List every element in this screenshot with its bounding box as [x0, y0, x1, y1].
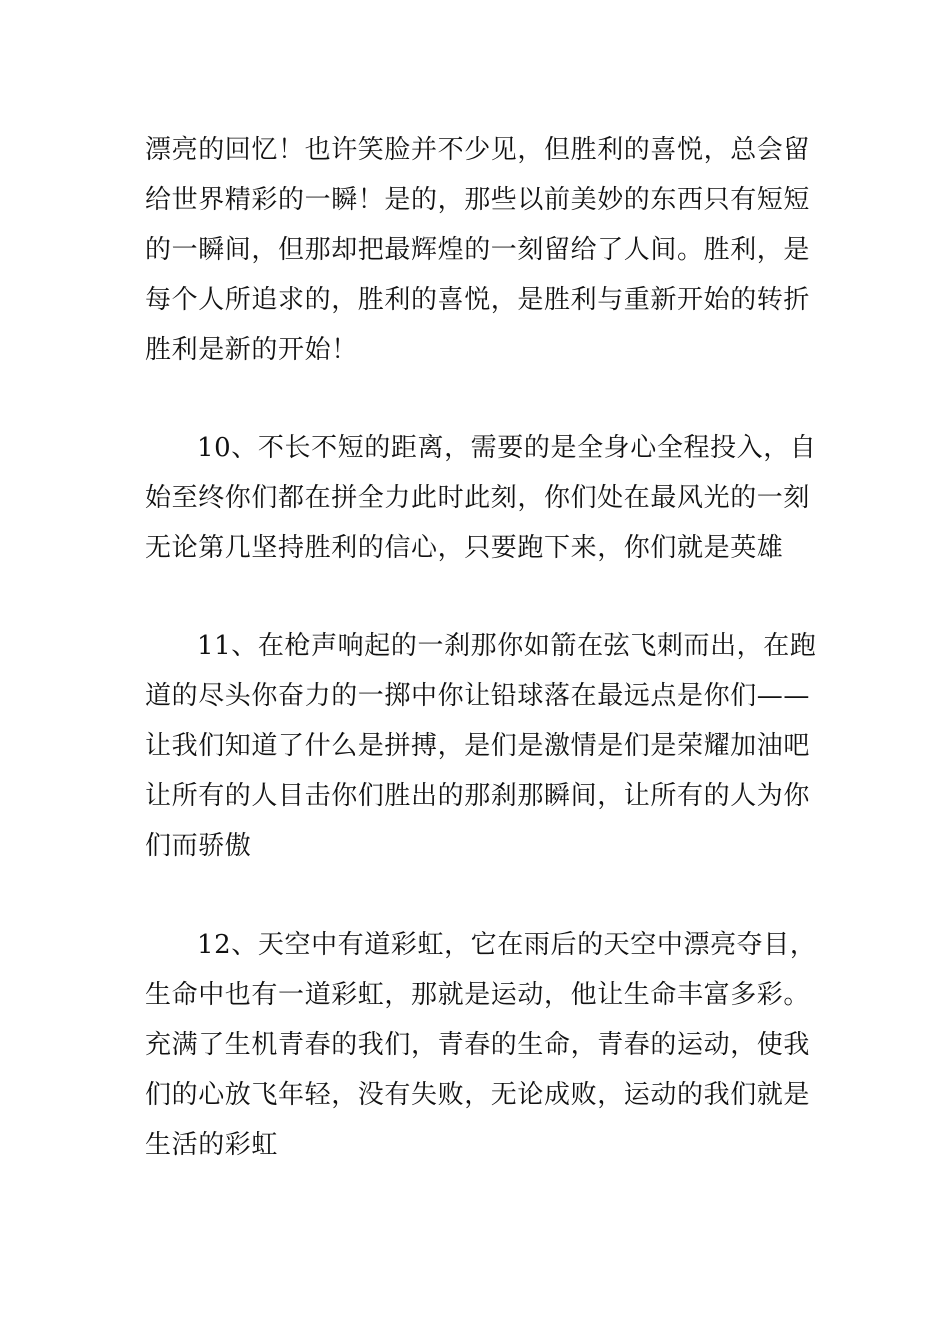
paragraph-1-line-2: 给世界精彩的一瞬！是的，那些以前美妙的东西只有短短 [145, 185, 811, 215]
paragraph-11-line-3: 让我们知道了什么是拼搏，是们是激情是们是荣耀加油吧 [145, 731, 811, 761]
paragraph-11-line-5: 们而骄傲 [145, 831, 252, 861]
paragraph-11-line-2: 道的尽头你奋力的一掷中你让铅球落在最远点是你们—— [145, 681, 811, 711]
paragraph-1-line-4: 每个人所追求的，胜利的喜悦，是胜利与重新开始的转折 [145, 285, 811, 315]
paragraph-12-line-1: 12、天空中有道彩虹，它在雨后的天空中漂亮夺目， [197, 930, 817, 960]
paragraph-10-line-3: 无论第几坚持胜利的信心，只要跑下来，你们就是英雄 [145, 533, 784, 563]
paragraph-12-line-2: 生命中也有一道彩虹，那就是运动，他让生命丰富多彩。 [145, 980, 811, 1010]
paragraph-10-line-2: 始至终你们都在拼全力此时此刻，你们处在最风光的一刻 [145, 483, 811, 513]
paragraph-12-line-5: 生活的彩虹 [145, 1130, 279, 1160]
paragraph-12-line-4: 们的心放飞年轻，没有失败，无论成败，运动的我们就是 [145, 1080, 811, 1110]
paragraph-1-line-3: 的一瞬间，但那却把最辉煌的一刻留给了人间。胜利，是 [145, 235, 811, 265]
paragraph-11-line-4: 让所有的人目击你们胜出的那刹那瞬间，让所有的人为你 [145, 781, 811, 811]
paragraph-10-line-1: 10、不长不短的距离，需要的是全身心全程投入，自 [197, 433, 817, 463]
paragraph-1-line-1: 漂亮的回忆！也许笑脸并不少见，但胜利的喜悦，总会留 [145, 135, 811, 165]
paragraph-1-line-5: 胜利是新的开始！ [145, 335, 358, 365]
paragraph-11-line-1: 11、在枪声响起的一刹那你如箭在弦飞刺而出，在跑 [197, 631, 817, 661]
paragraph-12-line-3: 充满了生机青春的我们，青春的生命，青春的运动，使我 [145, 1030, 811, 1060]
